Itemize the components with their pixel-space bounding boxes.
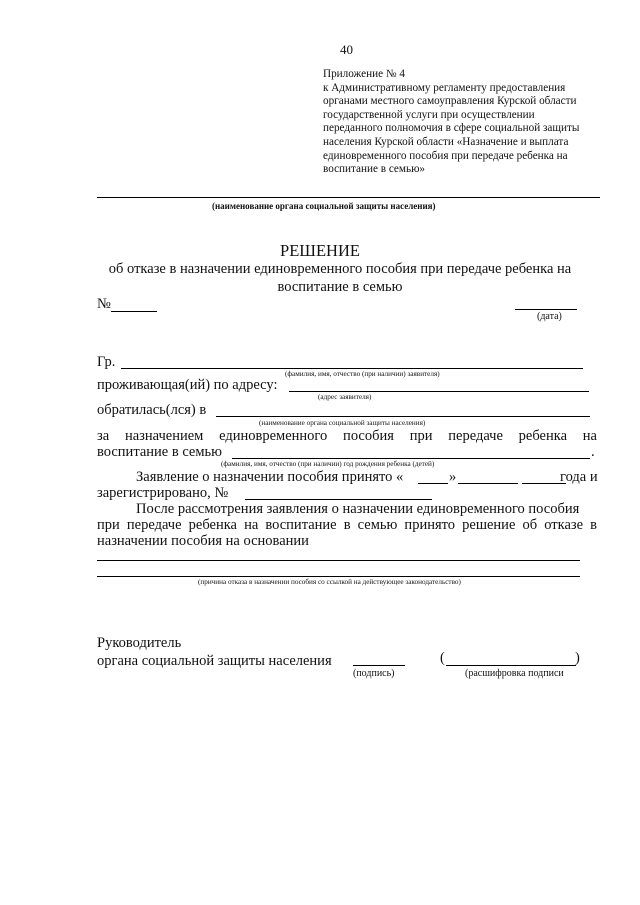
purpose-line-1: за назначением единовременного пособия при передаче ребенка на: [97, 428, 597, 444]
accepted-month-field[interactable]: [458, 483, 518, 484]
signature-decode-field[interactable]: [446, 665, 576, 666]
decision-line-3: назначении пособия на основании: [97, 533, 309, 549]
annex-line: к Административному регламенту предоставления: [323, 81, 566, 94]
date-caption: (дата): [537, 311, 562, 322]
gr-label: Гр.: [97, 354, 116, 370]
head-title-line-2: органа социальной защиты населения: [97, 653, 332, 669]
address-caption: (адрес заявителя): [318, 393, 372, 401]
purpose-period: .: [591, 444, 595, 460]
annex-line: единовременного пособия при передаче ребенка на: [323, 149, 568, 162]
org-name-caption: (наименование органа социальной защиты населения): [212, 201, 436, 211]
accepted-mid: »: [449, 469, 457, 485]
reason-field-1[interactable]: [97, 560, 580, 561]
org-name-line[interactable]: [97, 197, 600, 198]
signature-caption: (подпись): [353, 668, 395, 679]
decision-line-1: После рассмотрения заявления о назначении единовременного пособия: [136, 501, 580, 517]
reason-caption: (причина отказа в назначении пособия со ссылкой на действующее законодательство): [198, 578, 461, 586]
annex-block: [323, 68, 603, 177]
accepted-day-field[interactable]: [418, 483, 448, 484]
page-number: 40: [340, 42, 353, 57]
decode-open-paren: (: [440, 650, 445, 666]
child-name-caption: (фамилия, имя, отчество (при наличии) год рождения ребенка (детей): [221, 460, 435, 468]
applicant-name-field[interactable]: [121, 368, 583, 369]
reason-field-2[interactable]: [97, 576, 580, 577]
registered-number-field[interactable]: [245, 499, 432, 500]
document-subtitle: об отказе в назначении единовременного пособия при передаче ребенка на воспитание в семью: [108, 261, 572, 295]
annex-line: государственной услуги при осуществлении: [323, 108, 535, 121]
signature-decode-caption: (расшифровка подписи: [465, 668, 564, 679]
address-label: проживающая(ий) по адресу:: [97, 377, 278, 393]
applied-label: обратилась(лся) в: [97, 402, 207, 418]
annex-line: переданного полномочия в сфере социальной защиты: [323, 122, 580, 135]
applied-org-field[interactable]: [216, 416, 590, 417]
annex-line: воспитание в семью»: [323, 163, 426, 176]
date-field[interactable]: [515, 309, 577, 310]
accepted-suffix: года и: [560, 469, 598, 485]
head-title-line-1: Руководитель: [97, 635, 182, 651]
decision-line-2: при передаче ребенка на воспитание в семью принято решение об отказе в: [97, 517, 597, 533]
purpose-line-2: воспитание в семью: [97, 444, 222, 460]
annex-line: населения Курской области «Назначение и выплата: [323, 135, 569, 148]
number-field[interactable]: [111, 311, 157, 312]
applied-org-caption: (наименование органа социальной защиты населения): [259, 419, 426, 427]
annex-line: Приложение № 4: [323, 68, 405, 80]
signature-field[interactable]: [353, 665, 405, 666]
child-name-field[interactable]: [232, 458, 590, 459]
address-field[interactable]: [289, 391, 589, 392]
number-label: №: [97, 296, 111, 312]
registered-label: зарегистрировано, №: [97, 485, 229, 501]
decode-close-paren: ): [575, 650, 580, 666]
accepted-prefix: Заявление о назначении пособия принято «: [136, 469, 404, 485]
annex-line: органами местного самоуправления Курской области: [323, 95, 577, 108]
applicant-name-caption: (фамилия, имя, отчество (при наличии) заявителя): [285, 370, 440, 378]
document-title: РЕШЕНИЕ: [280, 241, 360, 260]
